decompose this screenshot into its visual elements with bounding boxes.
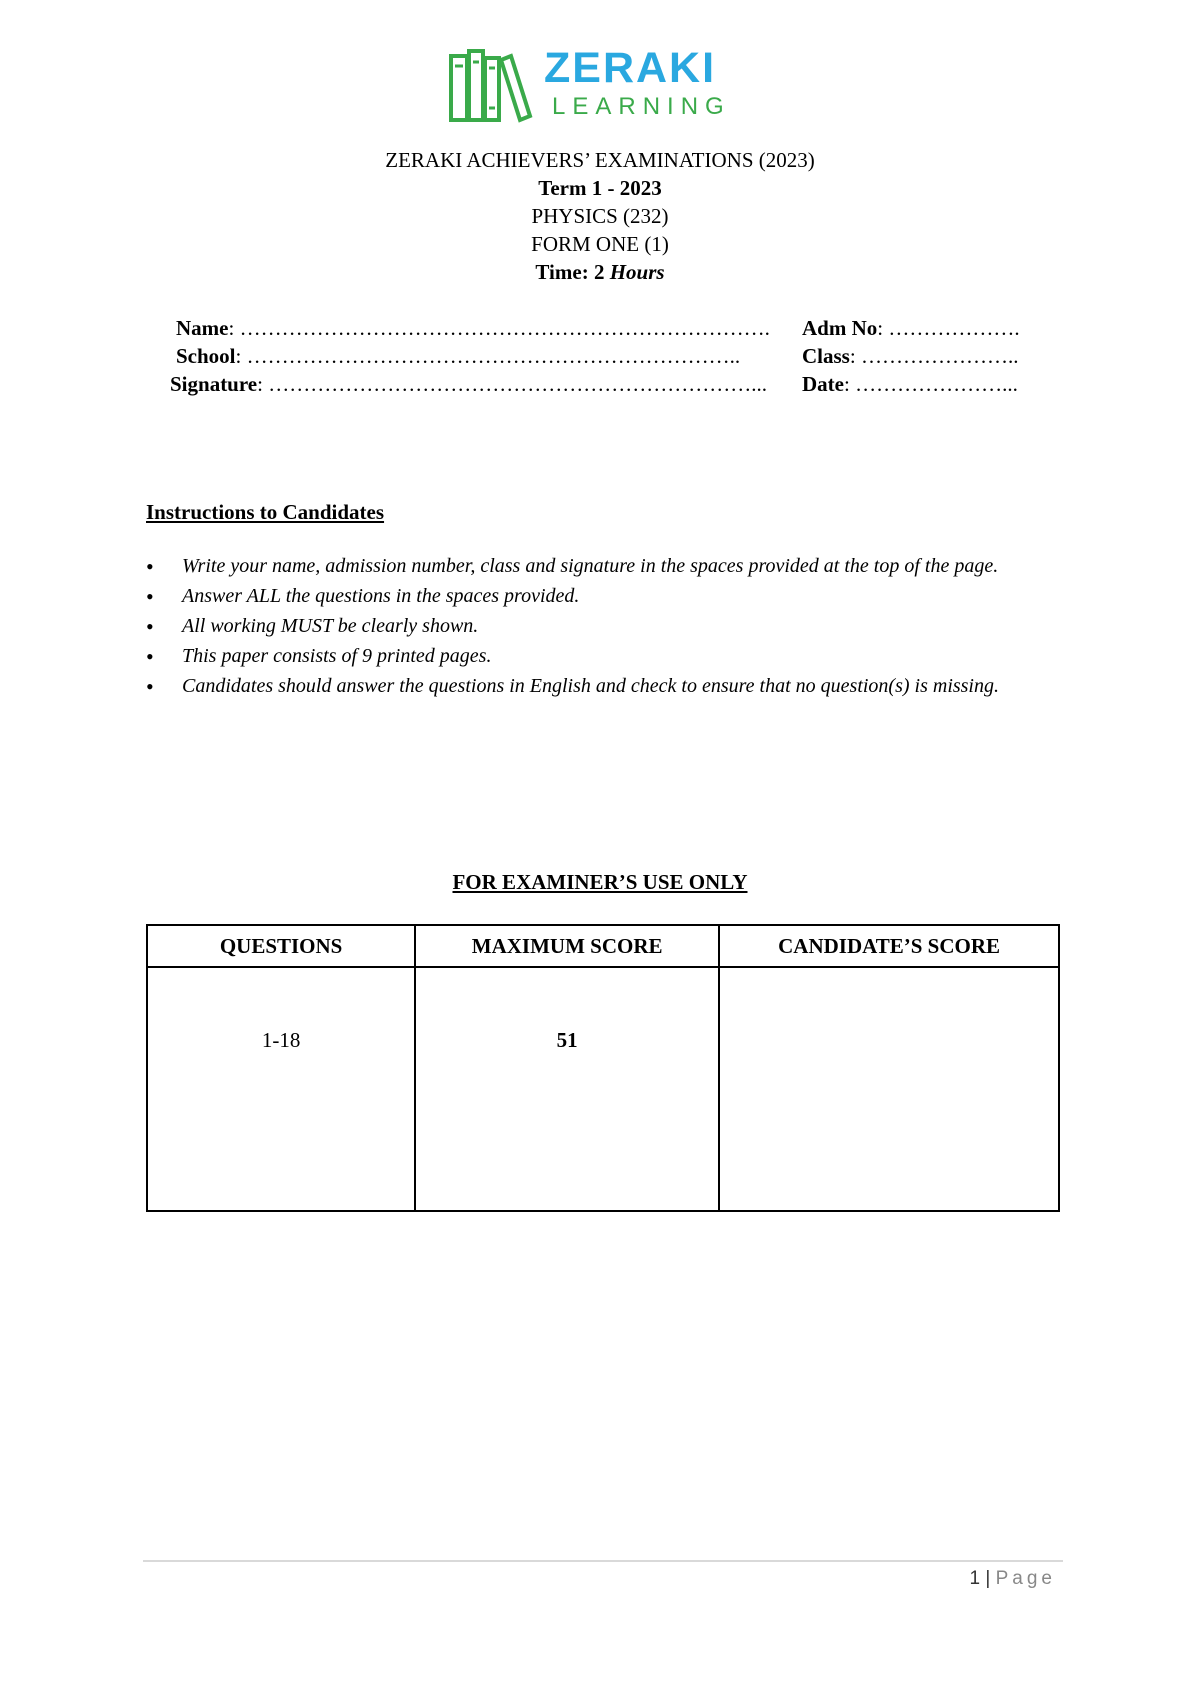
zeraki-logo bbox=[448, 46, 748, 124]
adm-no-field[interactable]: Adm No: ………………. bbox=[802, 316, 1020, 340]
exam-time-unit: Hours bbox=[609, 260, 665, 284]
exam-subject: PHYSICS (232) bbox=[531, 204, 669, 228]
signature-field[interactable]: Signature: ……………………………………………………………... bbox=[170, 372, 767, 396]
exam-title: ZERAKI ACHIEVERS’ EXAMINATIONS (2023) bbox=[385, 148, 815, 172]
exam-time-label: Time: 2 bbox=[535, 260, 610, 284]
instruction-item: • Candidates should answer the questions in English and check to ensure that no question(s) is missing. bbox=[146, 672, 1066, 701]
questions-header: QUESTIONS bbox=[147, 925, 415, 967]
instruction-item: • This paper consists of 9 printed pages. bbox=[146, 642, 1066, 671]
candidate-score-cell[interactable] bbox=[719, 967, 1059, 1211]
instruction-item: • Answer ALL the questions in the spaces provided. bbox=[146, 582, 1066, 611]
logo-sub-text: LEARNING bbox=[552, 93, 731, 120]
examiner-use-title: FOR EXAMINER’S USE ONLY bbox=[452, 870, 748, 894]
instructions-list bbox=[146, 552, 1066, 702]
exam-header bbox=[0, 146, 1200, 286]
exam-time bbox=[0, 258, 1200, 286]
books-logo-icon bbox=[448, 48, 534, 124]
instruction-item: • All working MUST be clearly shown. bbox=[146, 612, 1066, 641]
page-number: 1 bbox=[969, 1568, 981, 1589]
date-field[interactable]: Date: …………………... bbox=[802, 372, 1018, 396]
page-separator: | bbox=[980, 1568, 996, 1589]
school-field[interactable]: School: …………………………………………………………….. bbox=[176, 344, 741, 368]
instructions-title: Instructions to Candidates bbox=[146, 500, 385, 524]
max-score-header: MAXIMUM SCORE bbox=[415, 925, 719, 967]
table-row bbox=[147, 967, 1059, 1211]
name-field[interactable]: Name: …………………………………………………………………. bbox=[176, 316, 770, 340]
logo-brand-text: ZERAKI bbox=[544, 44, 717, 92]
footer-divider bbox=[143, 1560, 1063, 1562]
page-label: Page bbox=[995, 1568, 1056, 1589]
page-footer bbox=[970, 1568, 1056, 1590]
max-score-cell: 51 bbox=[415, 967, 719, 1211]
score-table bbox=[146, 924, 1060, 1212]
exam-term: Term 1 - 2023 bbox=[538, 176, 662, 200]
candidate-score-header: CANDIDATE’S SCORE bbox=[719, 925, 1059, 967]
instruction-item: • Write your name, admission number, class and signature in the spaces provided at the top of the page. bbox=[146, 552, 1066, 581]
class-field[interactable]: Class: ………………….. bbox=[802, 344, 1019, 368]
exam-form: FORM ONE (1) bbox=[531, 232, 669, 256]
questions-cell: 1-18 bbox=[147, 967, 415, 1211]
score-table-header bbox=[147, 925, 1059, 967]
